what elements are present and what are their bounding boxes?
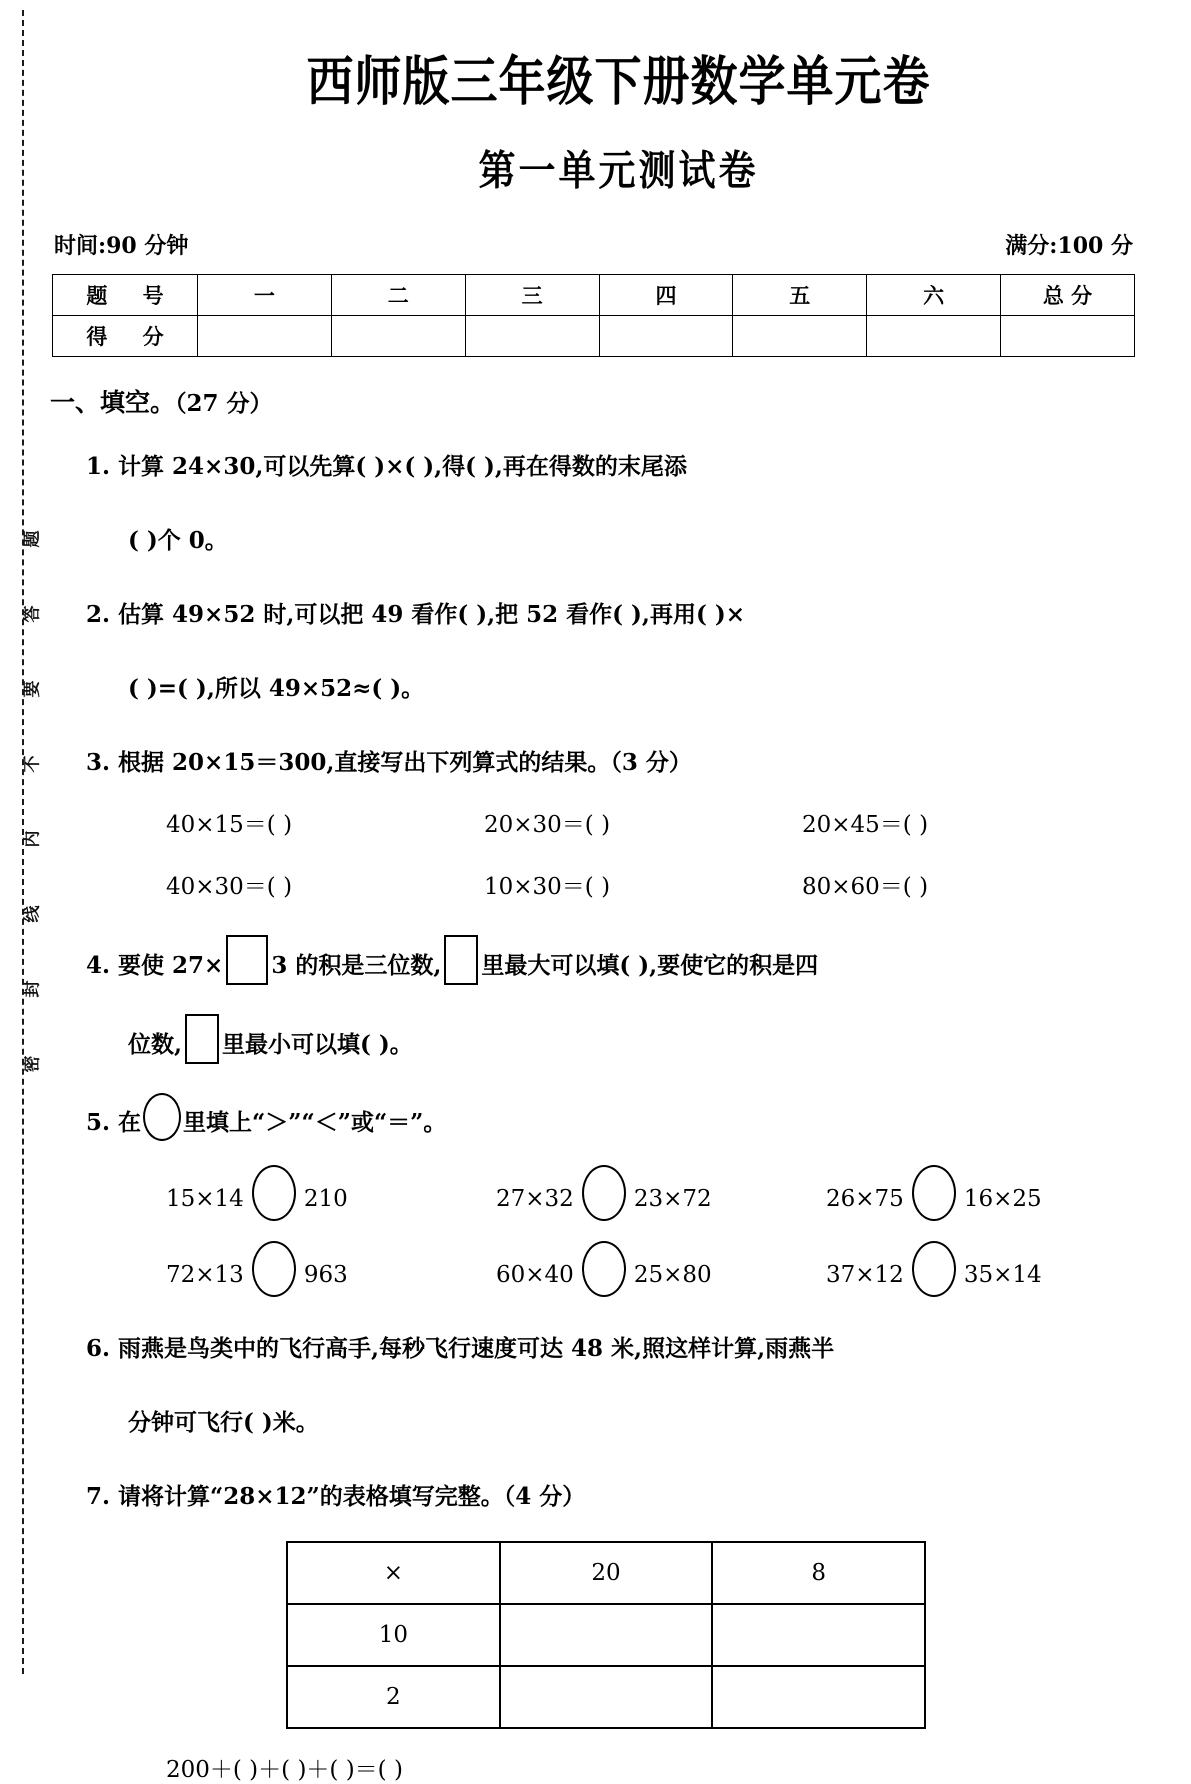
question-3-line1: 根据 20×15＝300,直接写出下列算式的结果。（3 分）: [118, 749, 692, 776]
answer-box-2[interactable]: [444, 935, 478, 985]
mult-table-row-2: [287, 1666, 925, 1728]
question-2-line1: 估算 49×52 时,可以把 49 看作( ),把 52 看作( ),再用( )×: [118, 601, 745, 628]
answer-box-1[interactable]: [226, 935, 268, 985]
compare-circle-6[interactable]: [912, 1241, 956, 1297]
page-content: [46, 0, 1191, 1783]
question-4-seg2: 3 的积是三位数,: [271, 952, 442, 979]
question-6-line2: 分钟可飞行( )米。: [128, 1409, 319, 1436]
seal-margin: [0, 0, 46, 1684]
section-points: （27 分）: [175, 390, 273, 417]
question-7-number: 7.: [86, 1483, 111, 1510]
question-3-equations-row-2: [166, 861, 1191, 913]
question-6: [86, 1323, 1191, 1375]
question-5-line1-b: 里填上“＞”“＜”或“＝”。: [183, 1109, 447, 1136]
time-label: 时间:90 分钟: [54, 233, 189, 259]
question-4: [86, 935, 1191, 992]
total-score-label: 满分:100 分: [1005, 233, 1133, 259]
question-5-compare-row-2: [166, 1241, 1191, 1301]
equation-20x30: 20×30＝( ): [484, 812, 611, 838]
question-2-line2-wrap: [128, 663, 1191, 715]
mult-header-operator: ×: [287, 1542, 500, 1604]
score-cell-5[interactable]: [733, 316, 867, 357]
compare-right-6: 35×14: [963, 1262, 1042, 1288]
compare-left-6: 37×12: [826, 1262, 904, 1288]
question-1-line2-wrap: [128, 515, 1191, 567]
compare-item-5: [496, 1241, 826, 1301]
compare-left-1: 15×14: [166, 1186, 244, 1212]
section-heading: [50, 383, 1191, 419]
equation-40x15: 40×15＝( ): [166, 812, 293, 838]
score-col-1: 一: [198, 275, 332, 316]
mult-table-header-row: [287, 1542, 925, 1604]
question-5-compare-row-1: [166, 1165, 1191, 1225]
compare-circle-icon: [143, 1093, 181, 1141]
score-col-2: 二: [331, 275, 465, 316]
score-table-row-label-1: 题 号: [53, 275, 198, 316]
question-1-line1: 计算 24×30,可以先算( )×( ),得( ),再在得数的末尾添: [118, 453, 687, 480]
score-col-3: 三: [465, 275, 599, 316]
score-col-total: 总 分: [1001, 275, 1135, 316]
compare-left-2: 27×32: [496, 1186, 574, 1212]
score-cell-6[interactable]: [867, 316, 1001, 357]
question-1: [86, 441, 1191, 493]
compare-item-2: [496, 1165, 826, 1225]
score-cell-3[interactable]: [465, 316, 599, 357]
exam-meta: [54, 229, 1133, 260]
question-2-line2: ( )=( ),所以 49×52≈( )。: [128, 675, 425, 702]
mult-row-label-2: 2: [287, 1666, 500, 1728]
seal-vertical-text: 密封线内不要答题: [22, 472, 43, 1073]
compare-right-3: 16×25: [963, 1186, 1042, 1212]
compare-circle-2[interactable]: [582, 1165, 626, 1221]
question-5-line1-a: 在: [118, 1109, 142, 1136]
question-4-seg3: 里最大可以填( ),要使它的积是四: [481, 952, 819, 979]
question-4-number: 4.: [86, 952, 111, 979]
compare-circle-4[interactable]: [252, 1241, 296, 1297]
page-subtitle: 第一单元测试卷: [478, 145, 759, 195]
question-7-final-line: 200＋( )＋( )＋( )＝( ): [166, 1757, 403, 1783]
question-6-number: 6.: [86, 1335, 111, 1362]
equation-80x60: 80×60＝( ): [802, 874, 929, 900]
score-table-header-row: [53, 275, 1135, 316]
question-4-seg1: 要使 27×: [118, 952, 224, 979]
score-cell-total[interactable]: [1001, 316, 1135, 357]
question-7-line1: 请将计算“28×12”的表格填写完整。（4 分）: [118, 1483, 586, 1510]
compare-item-4: [166, 1241, 496, 1301]
score-table-row-label-2: 得 分: [53, 316, 198, 357]
question-6-line2-wrap: [128, 1397, 1191, 1449]
compare-left-3: 26×75: [826, 1186, 904, 1212]
compare-right-5: 25×80: [633, 1262, 712, 1288]
compare-circle-5[interactable]: [582, 1241, 626, 1297]
score-table-value-row: [53, 316, 1135, 357]
question-4-line2-seg2: 里最小可以填( )。: [222, 1031, 413, 1058]
question-5-number: 5.: [86, 1109, 111, 1136]
score-cell-1[interactable]: [198, 316, 332, 357]
mult-header-8: 8: [712, 1542, 925, 1604]
question-7: [86, 1471, 1191, 1523]
compare-circle-3[interactable]: [912, 1165, 956, 1221]
mult-cell-10-8[interactable]: [712, 1604, 925, 1666]
page-title: 西师版三年级下册数学单元卷: [306, 51, 931, 113]
mult-cell-2-8[interactable]: [712, 1666, 925, 1728]
score-col-6: 六: [867, 275, 1001, 316]
question-3-equations-row-1: [166, 799, 1191, 851]
mult-row-label-10: 10: [287, 1604, 500, 1666]
question-5: [86, 1093, 1191, 1149]
answer-box-3[interactable]: [185, 1014, 219, 1064]
question-4-line2-seg1: 位数,: [128, 1031, 183, 1058]
compare-item-3: [826, 1165, 1156, 1225]
equation-20x45: 20×45＝( ): [802, 812, 929, 838]
mult-cell-10-20[interactable]: [500, 1604, 713, 1666]
question-6-line1: 雨燕是鸟类中的飞行高手,每秒飞行速度可达 48 米,照这样计算,雨燕半: [118, 1335, 835, 1362]
compare-circle-1[interactable]: [252, 1165, 296, 1221]
equation-40x30: 40×30＝( ): [166, 874, 293, 900]
question-1-line2: ( )个 0。: [128, 527, 228, 554]
score-col-4: 四: [599, 275, 733, 316]
compare-right-4: 963: [303, 1262, 348, 1288]
compare-left-5: 60×40: [496, 1262, 574, 1288]
compare-left-4: 72×13: [166, 1262, 244, 1288]
section-heading-text: 一、填空。: [50, 388, 176, 417]
compare-right-1: 210: [303, 1186, 348, 1212]
score-cell-4[interactable]: [599, 316, 733, 357]
question-1-number: 1.: [86, 453, 111, 480]
compare-item-6: [826, 1241, 1156, 1301]
question-4-line2-wrap: [128, 1014, 1191, 1071]
score-table: [52, 274, 1135, 357]
score-cell-2[interactable]: [331, 316, 465, 357]
mult-table-row-10: [287, 1604, 925, 1666]
equation-10x30: 10×30＝( ): [484, 874, 611, 900]
compare-right-2: 23×72: [633, 1186, 712, 1212]
question-2-number: 2.: [86, 601, 111, 628]
score-col-5: 五: [733, 275, 867, 316]
question-3: [86, 737, 1191, 789]
question-2: [86, 589, 1191, 641]
mult-header-20: 20: [500, 1542, 713, 1604]
compare-item-1: [166, 1165, 496, 1225]
multiplication-grid-table: [286, 1541, 926, 1729]
mult-cell-2-20[interactable]: [500, 1666, 713, 1728]
question-3-number: 3.: [86, 749, 111, 776]
